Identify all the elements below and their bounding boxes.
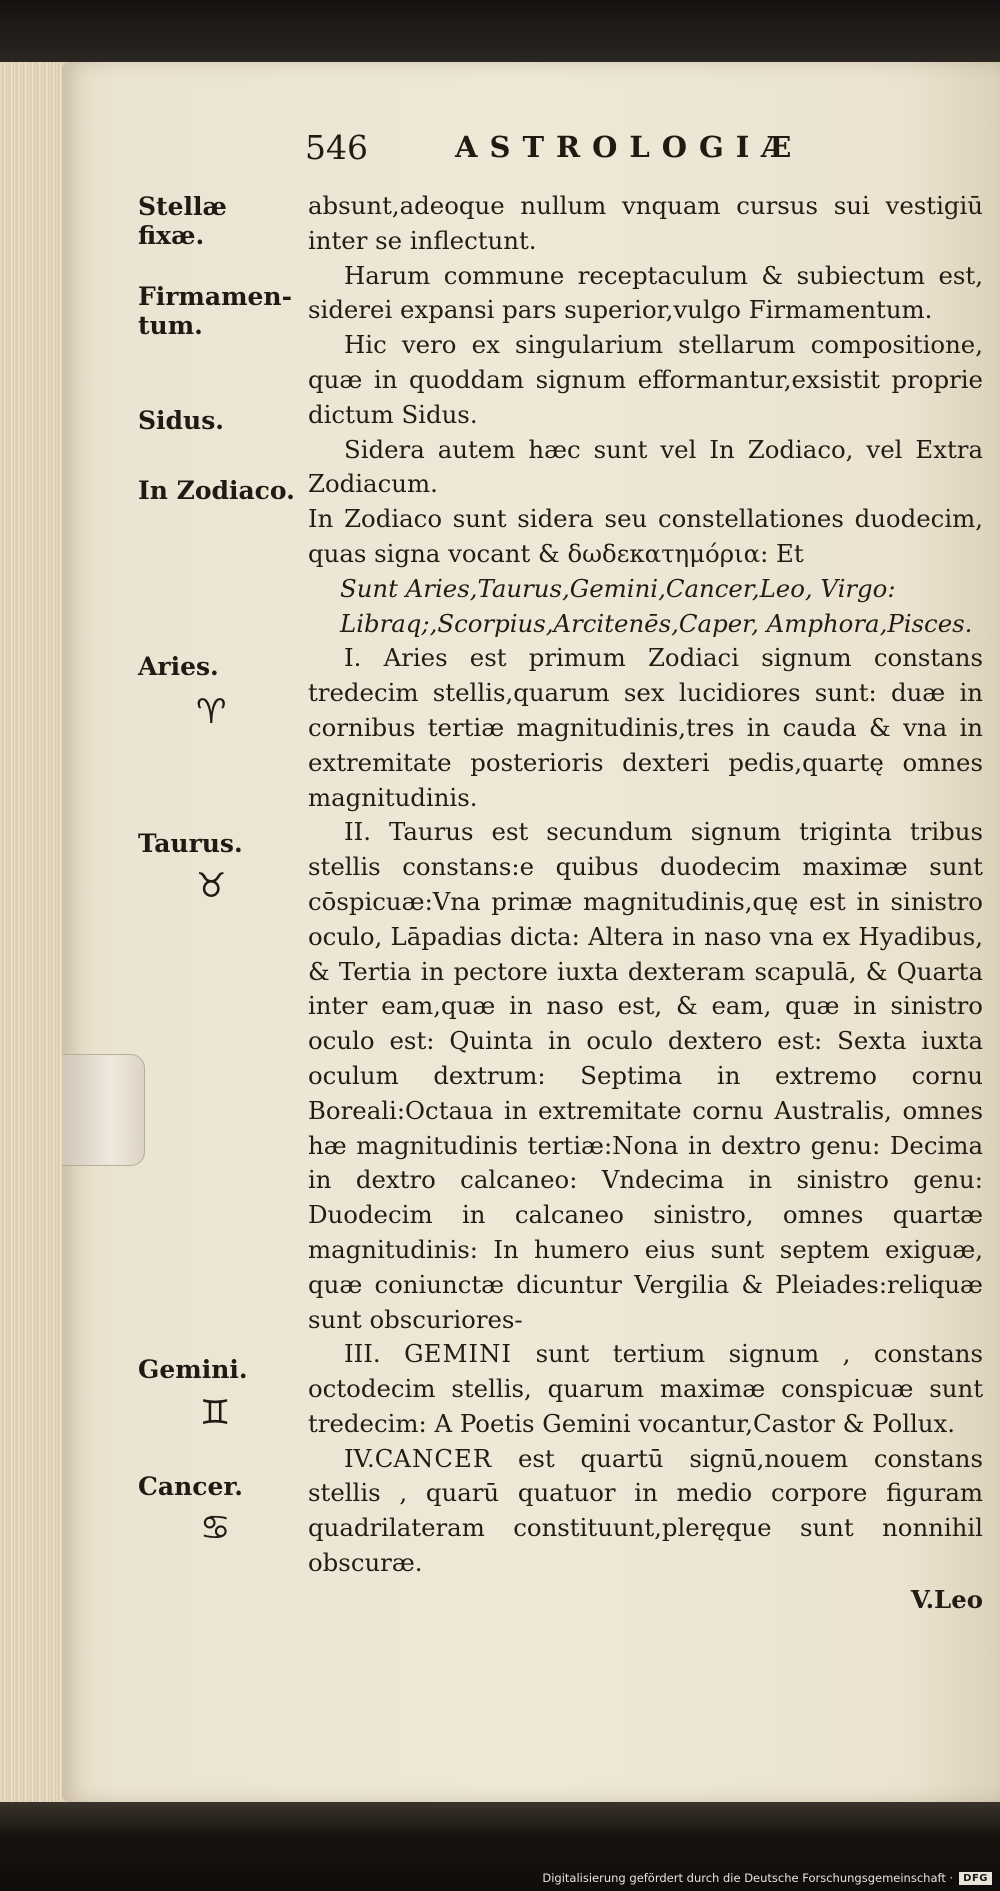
paragraph-in-zodiaco: In Zodiaco sunt sidera seu constellationes duodecim, quas signa vocant & δωδεκατημόρια: Et bbox=[308, 504, 983, 568]
margin-note-sidus: Sidus. bbox=[138, 406, 224, 435]
margin-note-cancer: Cancer. bbox=[138, 1472, 243, 1501]
paragraph-firmamentum: Harum commune receptaculum & subiectum est, siderei expansi pars superior,vulgo Firmamentum. bbox=[308, 260, 983, 325]
scan-bottom-band bbox=[0, 1802, 1000, 1891]
margin-note-firmamentum: Firmamen- tum. bbox=[138, 282, 292, 340]
gemini-small-caps: EMINI bbox=[423, 1339, 513, 1369]
catchword: V.Leo bbox=[910, 1584, 983, 1614]
dfg-logo: DFG bbox=[959, 1872, 992, 1885]
cancer-symbol-icon: ♋ bbox=[200, 1508, 231, 1548]
running-title: ASTROLOGIÆ bbox=[455, 130, 804, 164]
margin-note-aries: Aries. bbox=[138, 652, 219, 681]
verse-line-2: Libraq;,Scorpius,Arcitenēs,Caper, Amphora,Pisces. bbox=[340, 608, 973, 638]
margin-note-gemini: Gemini. bbox=[138, 1355, 248, 1384]
gemini-lead: III. G bbox=[344, 1339, 424, 1369]
cancer-lead: IV.C bbox=[344, 1443, 394, 1473]
paragraph-sidera: Sidera autem hæc sunt vel In Zodiaco, vel Extra Zodiacum. bbox=[308, 434, 983, 499]
page-edges bbox=[0, 62, 70, 1802]
credit-text: Digitalisierung gefördert durch die Deutsche Forschungsgemeinschaft · bbox=[542, 1871, 954, 1885]
page-number: 546 bbox=[305, 128, 368, 167]
taurus-symbol-icon: ♉ bbox=[196, 866, 227, 906]
margin-note-in-zodiaco: In Zodiaco. bbox=[138, 476, 295, 505]
gemini-symbol-icon: ♊ bbox=[200, 1393, 231, 1433]
body-text bbox=[308, 189, 983, 1618]
paragraph-gemini bbox=[308, 1337, 983, 1441]
page-clip bbox=[62, 1054, 145, 1166]
verse-line-1: Sunt Aries,Taurus,Gemini,Cancer,Leo, Virgo: bbox=[340, 573, 896, 603]
margin-note-taurus: Taurus. bbox=[138, 829, 243, 858]
paragraph-stellae-fixae: absunt,adeoque nullum vnquam cursus sui vestigiū inter se inflectunt. bbox=[308, 191, 983, 255]
paragraph-cancer bbox=[308, 1442, 983, 1581]
margin-note-stellae-fixae: Stellæ fixæ. bbox=[138, 192, 227, 250]
gemini-text: sunt tertium signum , constans octodecim stellis, quarum maximæ conspicuæ sunt tredecim: A Poetis Gemini vocantur,Castor & Pollux. bbox=[308, 1339, 984, 1438]
paragraph-taurus: II. Taurus est secundum signum triginta tribus stellis constans:e quibus duodecim maximæ sunt cōspicuæ:Vna primæ magnitudinis,quę est in sinistro oculo, Lāpadias dicta: Altera in naso vna ex Hyadibus, & Tertia in pectore iuxta dexteram scapulā, & Quarta inter eam,quæ in naso est, & eam, quæ in sinistro oculo est: Quinta in oculo dextero est: Sexta iuxta oculum dextrum: Septima in extremo cornu Boreali:Octaua in extremitate cornu Australis, omnes hæ magnitudinis tertiæ:Nona in dextro genu: Decima in dextro calcaneo: Vndecima in sinistro genu: Duodecim in calcaneo sinistro, omnes quartæ magnitudinis: In humero eius sunt septem exiguæ, quæ coniunctæ dicuntur Vergilia & Pleiades:reliquæ sunt obscuriores- bbox=[308, 817, 983, 1334]
cancer-text: est quartū signū,nouem constans stellis , quarū quatuor in medio corpore figuram quadrilateram constituunt,pleręque sunt nonnihil obscuræ. bbox=[308, 1443, 983, 1578]
paragraph-sidus: Hic vero ex singularium stellarum compositione, quæ in quoddam signum efformantur,exsistit proprie dictum Sidus. bbox=[308, 330, 983, 429]
digitization-credit bbox=[542, 1871, 992, 1885]
paragraph-aries: I. Aries est primum Zodiaci signum constans tredecim stellis,quarum sex lucidiores sunt: duæ in cornibus tertiæ magnitudinis,tres in cauda & vna in extremitate posterioris dexteri pedis,quartę omnes magnitudinis. bbox=[308, 643, 983, 812]
cancer-small-caps: ANCER bbox=[393, 1443, 493, 1473]
scan-top-band bbox=[0, 0, 1000, 62]
aries-symbol-icon: ♈ bbox=[196, 692, 227, 732]
